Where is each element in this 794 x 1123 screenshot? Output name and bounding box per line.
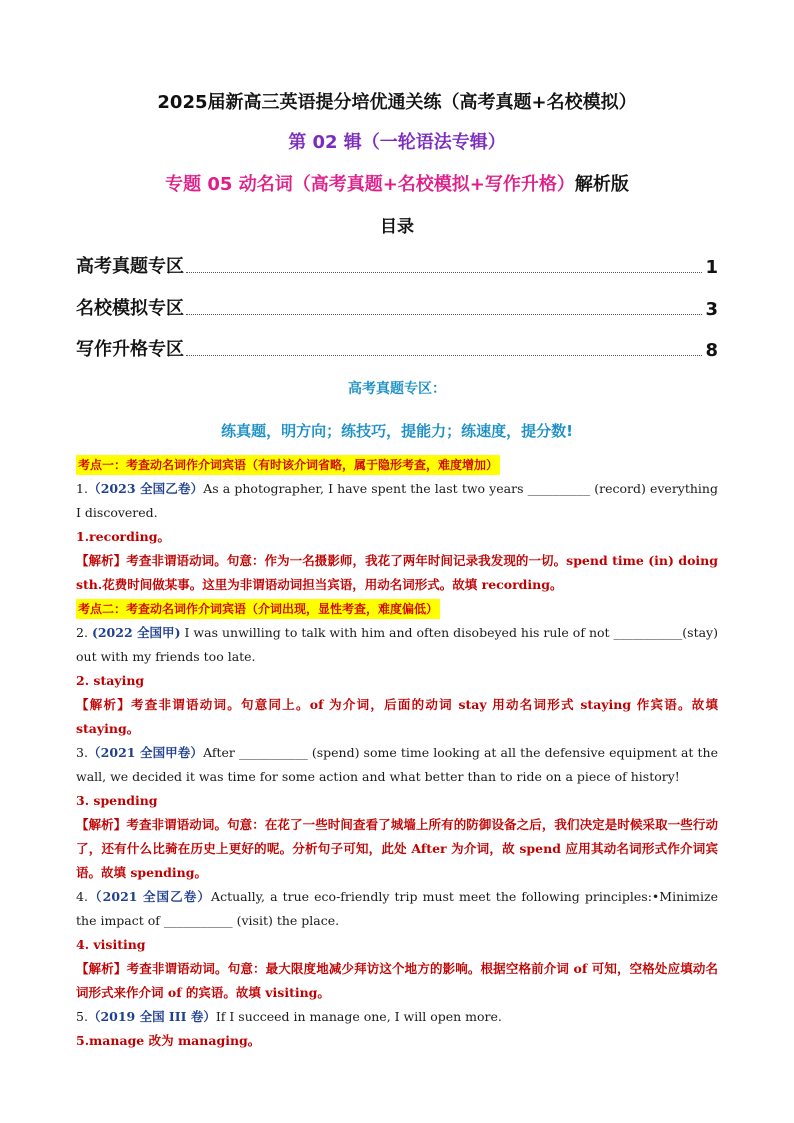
answer-text: 1.recording。 (76, 529, 170, 544)
toc-entry-label: 名校模拟专区 (76, 298, 184, 319)
explanation-text: 【解析】考查非谓语动词。句意同上。of 为介词，后面的动词 stay 用动名词形式 staying 作宾语。故填 staying。 (76, 697, 718, 736)
question-number: 4. (76, 889, 88, 904)
toc-entry-page: 8 (705, 340, 718, 361)
explanation-text: 【解析】考查非谓语动词。句意：最大限度地减少拜访这个地方的影响。根据空格前介词 of 可知，空格处应填动名词形式来作介词 of 的宾语。故填 visiting。 (76, 961, 718, 1000)
question-source: （2021 全国乙卷） (87, 889, 212, 904)
toc-entry[interactable] (76, 294, 718, 320)
document-title: 2025届新高三英语提分培优通关练（高考真题+名校模拟） (157, 92, 637, 113)
question-text: After ___________ (spend) some time looking at all the defensive equipment at the wall, we decided it was time for some action and what better than to ride on a piece of history! (76, 745, 718, 784)
question-item (76, 1005, 718, 1029)
question-source: （2023 全国乙卷） (87, 481, 204, 496)
document-subtitle: 第 02 辑（一轮语法专辑） (288, 132, 506, 153)
question-item (76, 741, 718, 789)
toc-entry[interactable] (76, 335, 718, 361)
toc-leader (186, 272, 702, 273)
toc-leader (186, 355, 702, 356)
explanation-text: 【解析】考查非谓语动词。句意：在花了一些时间查看了城墙上所有的防御设备之后，我们决定是时候采取一些行动了，还有什么比骑在历史上更好的呢。分析句子可知，此处 After 为介词，故 spend 应用其动名词形式作介词宾语。故填 spending。 (76, 817, 718, 880)
content-body (76, 453, 718, 1053)
answer-text: 2. staying (76, 673, 145, 688)
question-number: 1. (76, 481, 88, 496)
toc-entry-label: 写作升格专区 (76, 339, 184, 360)
topic-title-suffix: 解析版 (574, 174, 629, 195)
question-source: （2021 全国甲卷） (87, 745, 204, 760)
toc-heading: 目录 (380, 217, 414, 237)
question-item (76, 477, 718, 525)
question-source: （2019 全国 III 卷） (87, 1009, 216, 1024)
answer-text: 5.manage 改为 managing。 (76, 1033, 261, 1048)
section-subheading: 练真题，明方向；练技巧，提能力；练速度，提分数! (221, 422, 573, 440)
question-number: 3. (76, 745, 88, 760)
explanation-text: 【解析】考查非谓语动词。句意：作为一名摄影师，我花了两年时间记录我发现的一切。spend time (in) doing sth.花费时间做某事。这里为非谓语动词担当宾语，用动名词形式。故填 recording。 (76, 553, 718, 592)
question-text: Actually, a true eco-friendly trip must meet the following principles:•Minimize the impact of ___________ (visit) the place. (76, 889, 718, 928)
question-source: (2022 全国甲) (91, 625, 181, 640)
toc-leader (186, 314, 702, 315)
question-item (76, 621, 718, 669)
question-text: As a photographer, I have spent the last two years __________ (record) everything I discovered. (76, 481, 718, 520)
toc-entry-page: 1 (705, 257, 718, 278)
kaodian-label: 考点一：考查动名词作介词宾语（有时该介词省略，属于隐形考查，难度增加） (76, 455, 500, 475)
question-text: I was unwilling to talk with him and often disobeyed his rule of not ___________(stay) out with my friends too late. (76, 625, 718, 664)
answer-text: 3. spending (76, 793, 158, 808)
question-number: 2. (76, 625, 88, 640)
question-text: If I succeed in manage one, I will open more. (215, 1009, 502, 1024)
toc-entry-label: 高考真题专区 (76, 256, 184, 277)
toc-entry-page: 3 (705, 299, 718, 320)
section-heading: 高考真题专区： (348, 381, 446, 397)
question-number: 5. (76, 1009, 88, 1024)
topic-title-main: 专题 05 动名词（高考真题+名校模拟+写作升格） (165, 174, 575, 195)
toc-entry[interactable] (76, 252, 718, 278)
answer-text: 4. visiting (76, 937, 146, 952)
kaodian-label: 考点二：考查动名词作介词宾语（介词出现，显性考查，难度偏低） (76, 599, 440, 619)
question-item (76, 885, 718, 933)
topic-title (0, 170, 794, 196)
